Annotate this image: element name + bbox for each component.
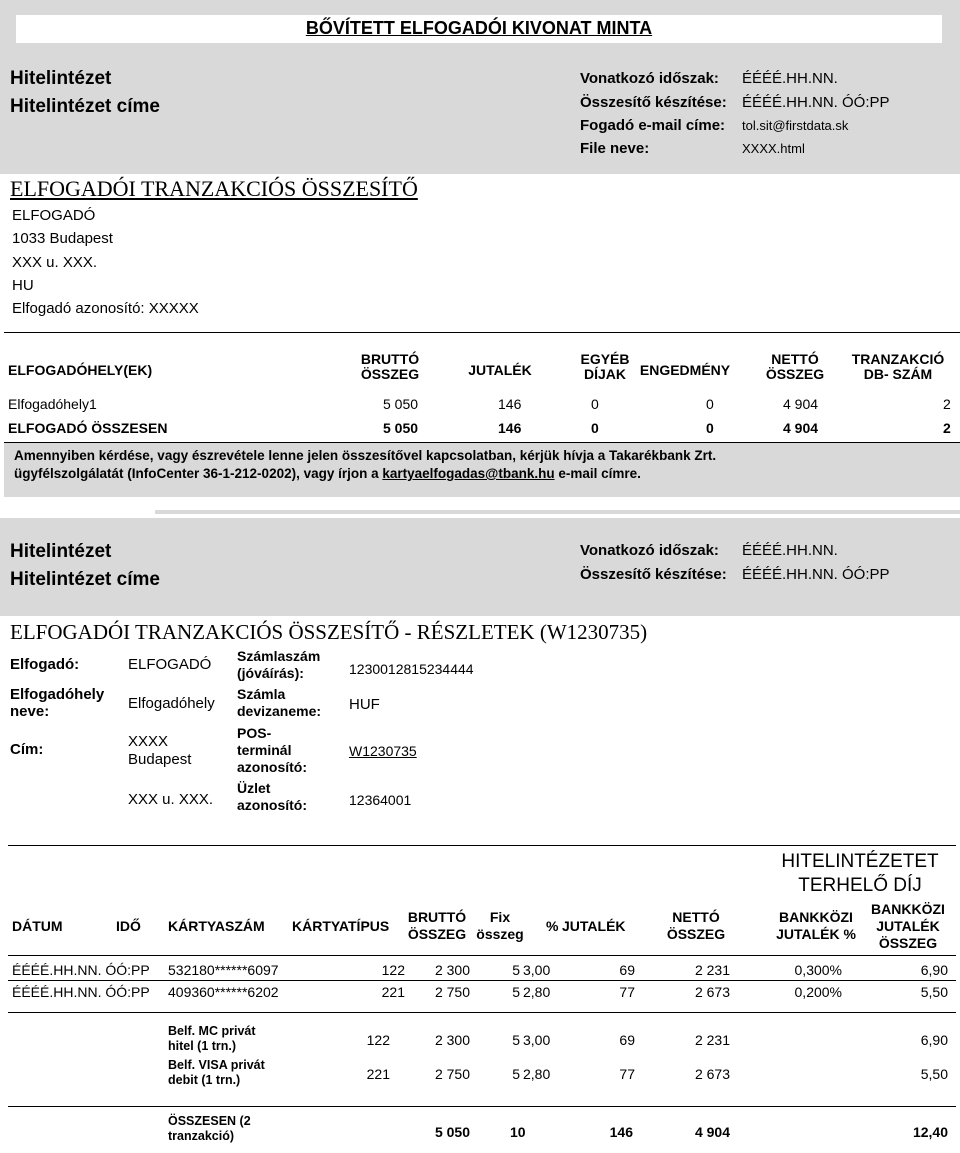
subtotal-1-pct: 3,00 xyxy=(523,1032,551,1048)
summary-row-net: 4 904 xyxy=(783,396,819,412)
subtotal-1-ic-amount: 6,90 xyxy=(920,1032,948,1048)
tx-row-2-gross: 2 750 xyxy=(434,984,470,1000)
detail-merchant-value: ELFOGADÓ xyxy=(128,656,212,673)
address-line-3: HU xyxy=(12,277,34,294)
bank-address-2: Hitelintézet címe xyxy=(10,569,160,590)
created-label-2: Összesítő készítése: xyxy=(580,566,727,583)
grand-total-ic-amount: 12,40 xyxy=(912,1124,948,1140)
grand-total-commission: 146 xyxy=(609,1124,633,1140)
tx-row-1-card: 532180******6097 xyxy=(168,962,279,978)
tx-row-2-fix: 5 xyxy=(512,984,520,1000)
detail-site-value: Elfogadóhely xyxy=(128,695,215,712)
subtotal-1-net: 2 231 xyxy=(694,1032,730,1048)
subtotal-2-fix: 5 xyxy=(512,1066,520,1082)
summary-total-commission: 146 xyxy=(498,420,522,436)
summary-row-discount: 0 xyxy=(706,396,714,412)
tx-group-header: HITELINTÉZETET TERHELŐ DÍJ xyxy=(781,851,939,896)
summary-divider-top xyxy=(4,332,960,333)
subtotal-1-gross: 2 300 xyxy=(434,1032,470,1048)
tx-divider-top xyxy=(8,845,956,846)
col-net: NETTÓ ÖSSZEG xyxy=(765,351,825,382)
tx-col-fix: Fix összeg xyxy=(476,909,524,942)
tx-col-type: KÁRTYATÍPUS xyxy=(292,918,390,934)
summary-total-count: 2 xyxy=(943,420,951,436)
tx-row-1-ic-pct: 0,300% xyxy=(794,962,842,978)
notice-line-2-post: e-mail címre. xyxy=(554,466,641,481)
tx-row-1-gross: 2 300 xyxy=(434,962,470,978)
detail-account-label: Számlaszám (jóváírás): xyxy=(237,648,321,681)
col-merchant-site: ELFOGADÓHELY(EK) xyxy=(8,362,153,378)
filename-label: File neve: xyxy=(580,140,650,157)
email-label: Fogadó e-mail címe: xyxy=(580,117,726,134)
subtotal-1-type: 122 xyxy=(366,1032,390,1048)
subtotal-2-ic-amount: 5,50 xyxy=(920,1066,948,1082)
notice-line-2 xyxy=(14,466,641,481)
subtotal-divider xyxy=(8,1012,956,1013)
tx-row-2-card: 409360******6202 xyxy=(168,984,279,1000)
tx-col-time: IDŐ xyxy=(116,918,141,934)
grand-total-gross: 5 050 xyxy=(434,1124,470,1140)
tx-col-ic-amount: BANKKÖZI JUTALÉK ÖSSZEG xyxy=(871,901,945,951)
tx-row-1-pct: 3,00 xyxy=(523,962,551,978)
detail-street-value: XXX u. XXX. xyxy=(128,791,214,808)
summary-row-site: Elfogadóhely1 xyxy=(8,396,97,412)
summary-total-other: 0 xyxy=(591,420,599,436)
email-value: tol.sit@firstdata.sk xyxy=(742,118,849,133)
tx-row-1-type: 122 xyxy=(381,962,405,978)
bank-name-2: Hitelintézet xyxy=(10,541,112,562)
subtotal-1-fix: 5 xyxy=(512,1032,520,1048)
col-other-fees: EGYÉB DÍJAK xyxy=(580,351,630,382)
tx-row-2-type: 221 xyxy=(381,984,405,1000)
subtotal-2-gross: 2 750 xyxy=(434,1066,470,1082)
summary-row-count: 2 xyxy=(943,396,951,412)
merchant-name: ELFOGADÓ xyxy=(12,207,96,224)
tx-row-2-commission: 77 xyxy=(619,984,635,1000)
created-value: ÉÉÉÉ.HH.NN. ÓÓ:PP xyxy=(742,94,890,111)
detail-address-value: XXXX Budapest xyxy=(128,733,192,768)
merchant-id: Elfogadó azonosító: XXXXX xyxy=(12,300,199,317)
created-value-2: ÉÉÉÉ.HH.NN. ÓÓ:PP xyxy=(742,566,890,583)
notice-line-2-pre: ügyfélszolgálatát (InfoCenter 36-1-212-0202), vagy írjon a xyxy=(14,466,383,481)
subtotal-2-pct: 2,80 xyxy=(523,1066,551,1082)
period-label: Vonatkozó időszak: xyxy=(580,70,719,87)
summary-total-label: ELFOGADÓ ÖSSZESEN xyxy=(8,420,168,436)
bank-address: Hitelintézet címe xyxy=(10,96,160,117)
tx-col-ic-pct: BANKKÖZI JUTALÉK % xyxy=(776,909,856,942)
detail-pos-value: W1230735 xyxy=(349,743,417,759)
summary-heading: ELFOGADÓI TRANZAKCIÓS ÖSSZESÍTŐ xyxy=(10,176,418,201)
col-tx-count: TRANZAKCIÓ DB- SZÁM xyxy=(851,351,945,382)
summary-total-gross: 5 050 xyxy=(383,420,419,436)
grand-total-divider xyxy=(8,1106,956,1107)
tx-row-2-datetime: ÉÉÉÉ.HH.NN. ÓÓ:PP xyxy=(12,984,150,1000)
col-discount: ENGEDMÉNY xyxy=(639,362,731,378)
filename-value: XXXX.html xyxy=(742,141,805,156)
detail-pos-label: POS-terminál azonosító: xyxy=(237,725,307,775)
detail-currency-value: HUF xyxy=(349,696,380,713)
subtotal-2-label: Belf. VISA privát debit (1 trn.) xyxy=(168,1058,265,1087)
tx-row-2-ic-amount: 5,50 xyxy=(920,984,948,1000)
subtotal-1-commission: 69 xyxy=(619,1032,635,1048)
summary-row-gross: 5 050 xyxy=(383,396,419,412)
tx-row-divider xyxy=(8,980,956,981)
subtotal-2-type: 221 xyxy=(366,1066,390,1082)
subtotal-2-commission: 77 xyxy=(619,1066,635,1082)
detail-address-label: Cím: xyxy=(10,741,44,758)
detail-site-label: Elfogadóhely neve: xyxy=(10,686,105,720)
period-label-2: Vonatkozó időszak: xyxy=(580,542,719,559)
tx-row-2-ic-pct: 0,200% xyxy=(794,984,842,1000)
tx-row-1-commission: 69 xyxy=(619,962,635,978)
tx-header-divider xyxy=(8,955,956,956)
detail-shop-value: 12364001 xyxy=(349,792,412,808)
grand-total-fix: 10 xyxy=(510,1124,526,1140)
tx-col-net: NETTÓ ÖSSZEG xyxy=(666,909,726,942)
tx-col-card: KÁRTYASZÁM xyxy=(168,918,265,934)
subtotal-1-label: Belf. MC privát hitel (1 trn.) xyxy=(168,1024,256,1053)
period-value-2: ÉÉÉÉ.HH.NN. xyxy=(742,542,838,559)
bank-name: Hitelintézet xyxy=(10,68,112,89)
tx-row-1-fix: 5 xyxy=(512,962,520,978)
col-commission: JUTALÉK xyxy=(468,362,532,378)
tx-col-pct: % xyxy=(546,918,559,934)
page-title: BŐVÍTETT ELFOGADÓI KIVONAT MINTA xyxy=(305,18,653,38)
period-value: ÉÉÉÉ.HH.NN. xyxy=(742,70,838,87)
detail-account-value: 1230012815234444 xyxy=(349,661,474,677)
summary-row-commission: 146 xyxy=(498,396,522,412)
summary-row-other: 0 xyxy=(591,396,599,412)
address-line-2: XXX u. XXX. xyxy=(12,254,98,271)
tx-row-1-ic-amount: 6,90 xyxy=(920,962,948,978)
summary-total-discount: 0 xyxy=(706,420,714,436)
subtotal-2-net: 2 673 xyxy=(694,1066,730,1082)
created-label: Összesítő készítése: xyxy=(580,94,727,111)
detail-currency-label: Számla devizaneme: xyxy=(237,686,322,719)
tx-col-commission: JUTALÉK xyxy=(562,918,626,934)
detail-shop-label: Üzlet azonosító: xyxy=(237,780,307,813)
details-heading: ELFOGADÓI TRANZAKCIÓS ÖSSZESÍTŐ - RÉSZLETEK (W1230735) xyxy=(10,620,648,644)
notice-line-1: Amennyiben kérdése, vagy észrevétele lenne jelen összesítővel kapcsolatban, kérjük hívja a Takarékbank Zrt. xyxy=(14,448,717,463)
col-gross: BRUTTÓ ÖSSZEG xyxy=(360,351,420,382)
address-line-1: 1033 Budapest xyxy=(12,230,113,247)
tx-col-date: DÁTUM xyxy=(12,918,63,934)
section-separator xyxy=(155,510,960,514)
notice-email-link[interactable]: kartyaelfogadas@tbank.hu xyxy=(382,466,555,481)
tx-col-gross: BRUTTÓ ÖSSZEG xyxy=(407,909,467,942)
grand-total-net: 4 904 xyxy=(694,1124,730,1140)
tx-row-1-datetime: ÉÉÉÉ.HH.NN. ÓÓ:PP xyxy=(12,962,150,978)
tx-row-2-pct: 2,80 xyxy=(523,984,551,1000)
tx-row-1-net: 2 231 xyxy=(694,962,730,978)
detail-merchant-label: Elfogadó: xyxy=(10,656,80,673)
summary-total-net: 4 904 xyxy=(783,420,819,436)
tx-row-2-net: 2 673 xyxy=(694,984,730,1000)
grand-total-label: ÖSSZESEN (2 tranzakció) xyxy=(168,1114,251,1143)
